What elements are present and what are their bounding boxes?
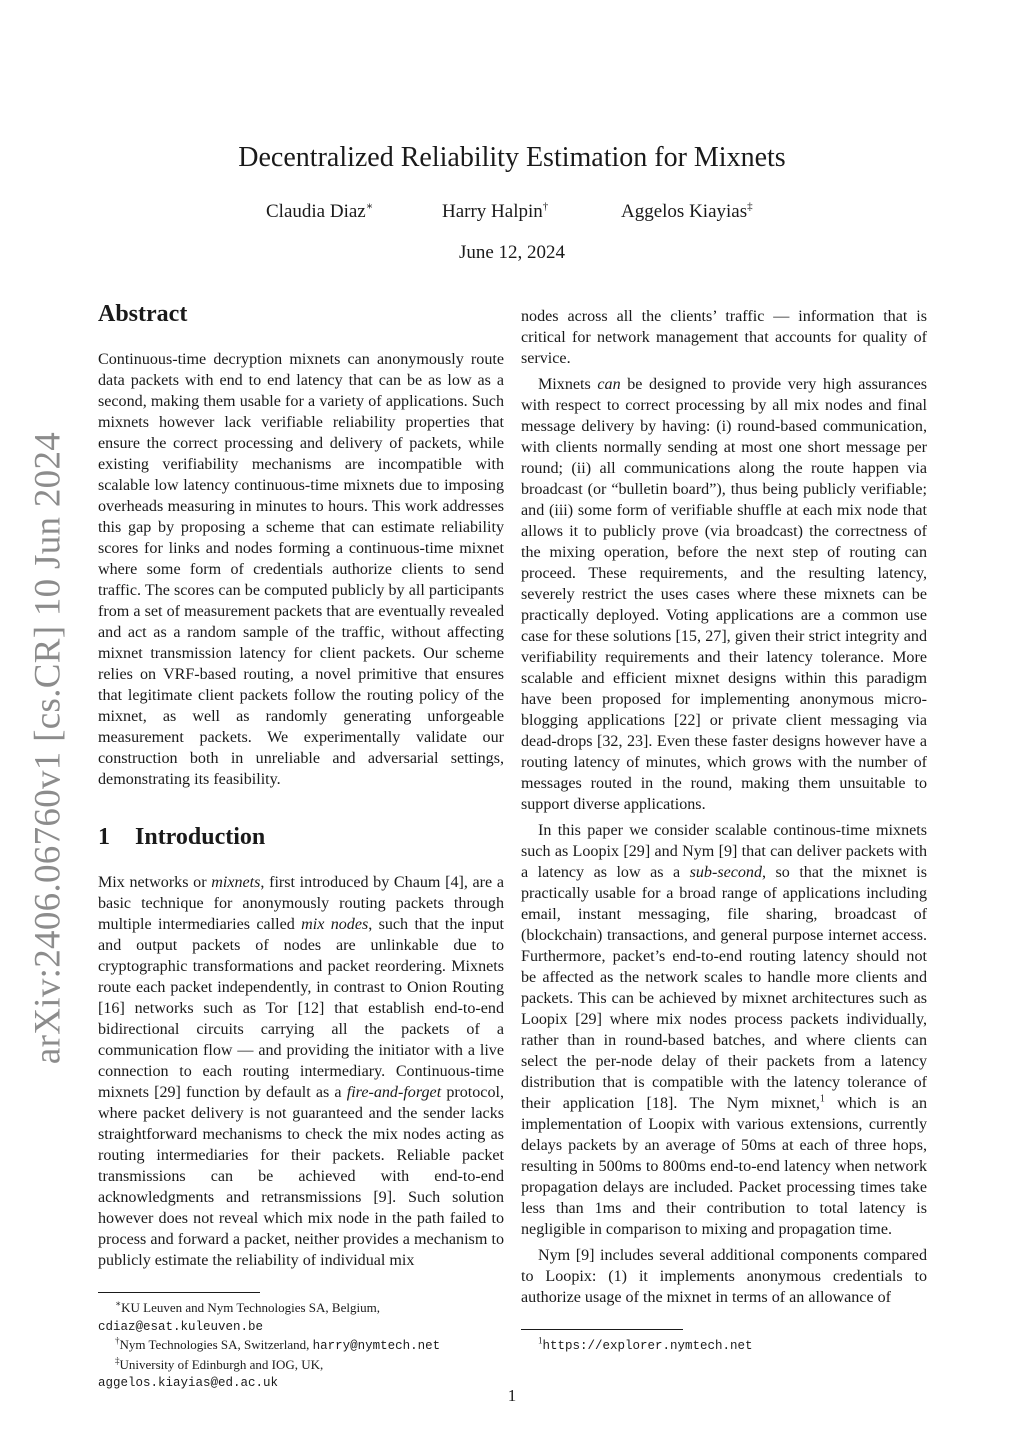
footnote-rule	[98, 1292, 260, 1293]
intro-paragraph-4: Nym [9] includes several additional components compared to Loopix: (1) it implements anonymous credentials to authorize usage of the mixnet in terms of an allowance of	[521, 1247, 927, 1306]
author-affiliation-mark: ‡	[747, 200, 753, 213]
intro-paragraph-3: In this paper we consider scalable continous-time mixnets such as Loopix [29] and Nym [9] that can deliver packets with a latency as low as a sub-second, so that the mixnet is practically usable for a broad range of applications including email, instant messaging, file sharing, broadcast of (blockchain) transactions, and general purpose internet access. Furthermore, packet’s end-to-end routing latency should not be affected as the network scales to handle more clients and packets. This can be achieved by mixnet architectures such as Loopix [29] where mix nodes process packets individually, rather than in round-based batches, and where clients can select the per-node delay of their packets from a latency distribution that is compatible with the latency tolerance of their application [18]. The Nym mixnet,$^1$ which is an implementation of Loopix with various extensions, currently delays packets by an average of 50ms at each of three hops, resulting in 500ms to 800ms end-to-end latency when network propagation delays are included. Packet processing times take less than 1ms and their contribution to total latency is negligible in comparison to mixing and propagation time.	[521, 822, 927, 1238]
url-link[interactable]: https://explorer.nymtech.net	[542, 1339, 753, 1353]
arxiv-identifier-stamp: arXiv:2406.06760v1 [cs.CR] 10 Jun 2024	[27, 431, 69, 1065]
author-footnotes	[98, 1299, 504, 1393]
url-footnote	[521, 1336, 927, 1356]
paper-title: Decentralized Reliability Estimation for Mixnets	[238, 142, 786, 173]
intro-paragraph-2: Mixnets can be designed to provide very high assurances with respect to correct processing by all mix nodes and final message delivery by having: (i) round-based communication, with clients normally sending at most one short message per round; (ii) all communications along the route happen via broadcast (or “bulletin board”), thus being publicly verifiable; and (iii) some form of verifiable shuffle at each mix node that allows it to publicly prove (via broadcast) the correctness of the mixing operation, before the next step of routing can proceed. These requirements, and the resulting latency, severely restrict the uses cases where these mixnets can be practically deployed. Voting applications are a common use case for these solutions [15, 27], given their strict integrity and verifiability requirements and their latency tolerance. More scalable and efficient mixnet designs within this paradigm have been proposed for implementing anonymous micro-blogging applications [22] or private client messaging via dead-drops [32, 23]. Even these faster designs however have a routing latency of minutes, which grows with the number of messages routed in the round, making them unsuitable to support diverse applications.	[521, 376, 928, 813]
intro-paragraph-1: Mix networks or mixnets, first introduced by Chaum [4], are a basic technique for anonymously routing packets through multiple intermediaries called mix nodes, such that the input and output packets of nodes are unlinkable due to cryptographic transformations and packet reordering. Mixnets route each packet independently, in contrast to Onion Routing [16] networks such as Tor [12] that establish end-to-end bidirectional circuits carrying all the packets of a communication flow — and providing the initiator with a live connection to each routing intermediary. Continuous-time mixnets [29] function by default as a fire-and-forget protocol, where packet delivery is not guaranteed and the sender lacks straightforward mechanisms to check the mix nodes acting as routing intermediaries for their packets. Reliable packet transmissions can be achieved with end-to-end acknowledgments and retransmissions [9]. Such solution however does not reveal which mix node in the path failed to process and forward a packet, neither provides a mechanism to publicly estimate the reliability of individual mix	[98, 874, 504, 1269]
introduction-heading	[98, 823, 504, 851]
footnote-rule	[521, 1329, 683, 1330]
footnote-explorer-url: $^1$https://explorer.nymtech.net	[538, 1335, 753, 1353]
intro-paragraph-1-continued: nodes across all the clients’ traffic — information that is critical for network management that accounts for quality of service.	[521, 308, 927, 367]
left-column	[98, 300, 504, 1393]
author-harry-halpin: Harry Halpin†	[442, 200, 549, 222]
footnote-reference[interactable]: 1	[819, 1093, 825, 1105]
email-link[interactable]: cdiaz@esat.kuleuven.be	[98, 1319, 264, 1334]
abstract-heading: Abstract	[98, 301, 188, 327]
email-link[interactable]: harry@nymtech.net	[312, 1339, 441, 1353]
footnote-kiayias: ‡University of Edinburgh and IOG, UK, aggelos.kiayias@ed.ac.uk	[98, 1355, 324, 1390]
author-claudia-diaz: Claudia Diaz∗	[266, 200, 374, 222]
section-title: Introduction	[135, 824, 266, 850]
author-affiliation-mark: ∗	[365, 200, 374, 213]
abstract-text: Continuous-time decryption mixnets can anonymously route data packets with end to end latency that can be as low as a second, making them usable for a variety of applications. Such mixnets however lack verifiable reliability properties that ensure the correct processing and delivery of packets, while existing verifiability mechanisms are incompatible with scalable low latency continuous-time mixnets due to imposing overheads measuring in minutes to hours. This work addresses this gap by proposing a scheme that can estimate reliability scores for links and nodes forming a continuous-time mixnet where some form of credentials authorize clients to send traffic. The scores can be computed publicly by all participants from a set of measurement packets that are eventually revealed and act as a random sample of the traffic, without affecting mixnet transmission latency for client packets. Our scheme relies on VRF-based routing, a novel primitive that ensures that legitimate client packets follow the routing policy of the mixnet, as well as randomly generating unforgeable measurement packets. We experimentally validate our construction both in unreliable and adversarial settings, demonstrating its feasibility.	[98, 351, 504, 788]
author-aggelos-kiayias: Aggelos Kiayias‡	[621, 200, 753, 222]
footnote-diaz: ∗KU Leuven and Nym Technologies SA, Belgium, cdiaz@esat.kuleuven.be	[98, 1298, 380, 1334]
paper-date: June 12, 2024	[458, 242, 566, 263]
author-affiliation-mark: †	[542, 200, 549, 213]
page-number: 1	[507, 1386, 517, 1405]
email-link[interactable]: aggelos.kiayias@ed.ac.uk	[98, 1376, 279, 1390]
section-number: 1	[98, 824, 110, 850]
footnote-halpin: †Nym Technologies SA, Switzerland, harry@nymtech.net	[115, 1335, 441, 1353]
right-column	[521, 306, 927, 1356]
